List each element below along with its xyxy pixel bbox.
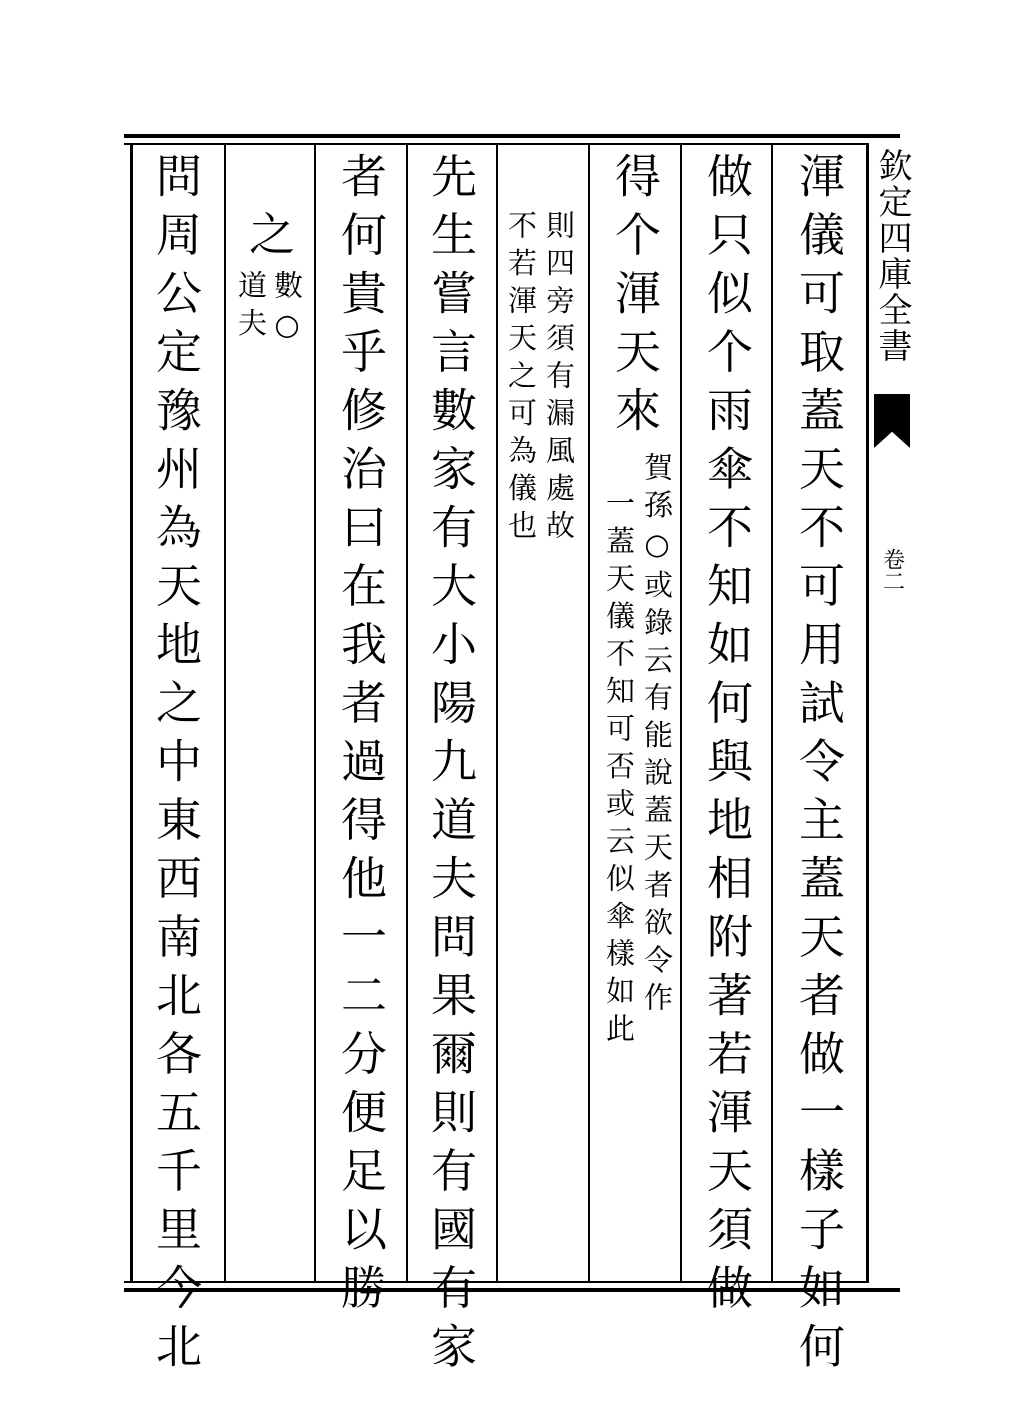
column-divider: [588, 145, 590, 1281]
column-divider: [314, 145, 316, 1281]
column-divider: [496, 145, 498, 1281]
annotation-left: 一蓋天儀不知可否或云似傘樣如此: [602, 488, 636, 1051]
column-divider: [771, 145, 773, 1281]
main-text: 得个渾天來: [608, 152, 662, 445]
annotation-right: 則四旁須有漏風處故: [542, 210, 576, 548]
text-column-6: 者何貴乎修治曰在我者過得他一二分便足以勝: [334, 152, 388, 1322]
frame-bottom-rule: [124, 1288, 900, 1292]
column-divider: [406, 145, 408, 1281]
text-column-1: 渾儀可取蓋天不可用試令主蓋天者做一樣子如何: [792, 152, 846, 1381]
frame-right-rule: [866, 143, 869, 1283]
annotation-left: 不若渾天之可為儀也: [504, 210, 538, 548]
frame-top-rule: [124, 134, 900, 138]
book-title: 欽定四庫全書: [872, 148, 912, 364]
annotation-right: 數○: [270, 270, 304, 350]
text-column-2: 做只似个雨傘不知如何與地相附著若渾天須做: [700, 152, 754, 1322]
text-column-5: 先生嘗言數家有大小陽九道夫問果爾則有國有家: [424, 152, 478, 1381]
volume-label: 卷二: [879, 548, 905, 592]
frame-bottom-inner-rule: [124, 1281, 868, 1283]
column-divider: [224, 145, 226, 1281]
page-margin: [872, 148, 912, 592]
annotation-right: 賀孫○或錄云有能說蓋天者欲令作: [640, 452, 674, 1020]
text-column-8: 問周公定豫州為天地之中東西南北各五千里今北: [149, 152, 203, 1381]
frame-left-rule: [130, 143, 133, 1283]
main-text: 之: [242, 210, 296, 269]
column-divider: [680, 145, 682, 1281]
fishtail-mark-icon: [874, 394, 910, 448]
annotation-left: 道夫: [234, 270, 268, 345]
